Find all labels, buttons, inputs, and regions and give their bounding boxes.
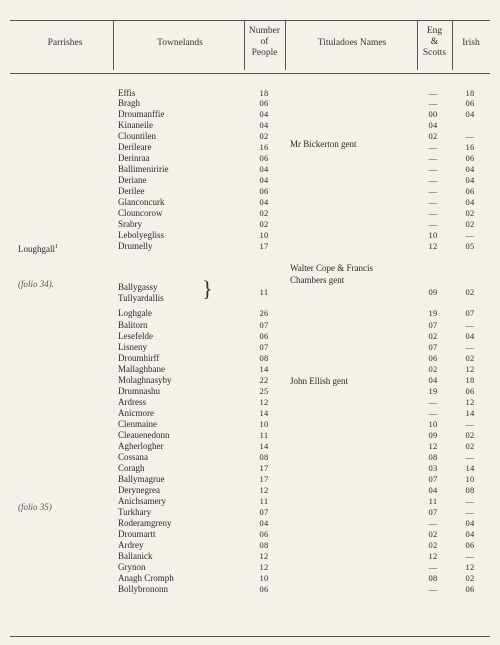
people-count: 11	[259, 287, 269, 297]
irish-count: 18	[465, 375, 475, 385]
people-count: 12	[259, 397, 269, 407]
people-count: 11	[259, 430, 269, 440]
eng-scotts-count: —	[428, 562, 438, 572]
irish-count: 08	[465, 485, 475, 495]
irish-count: 06	[465, 153, 475, 163]
irish-count: 04	[465, 331, 475, 341]
header-parishes: Parrishes	[47, 38, 83, 48]
col-divider-1	[113, 20, 114, 70]
eng-scotts-count: 19	[428, 308, 438, 318]
irish-count: 12	[465, 364, 475, 374]
townland-name: Ballimeniririe	[118, 164, 169, 174]
people-count: 06	[259, 186, 269, 196]
irish-count: 07	[465, 308, 475, 318]
people-count: 06	[259, 529, 269, 539]
header-people	[244, 26, 285, 59]
people-count: 06	[259, 153, 269, 163]
townland-name: Derinraa	[118, 153, 150, 163]
people-count: 04	[259, 175, 269, 185]
townland-name: Ballanick	[118, 551, 153, 561]
townland-name: Droumartt	[118, 529, 156, 539]
townland-name: Tullyardallis	[118, 293, 164, 303]
townland-name: Kinaneile	[118, 120, 153, 130]
bottom-rule	[10, 636, 490, 637]
irish-count: 02	[465, 353, 475, 363]
eng-scotts-count: 02	[428, 131, 438, 141]
header-tituladoes: Tituladoes Names	[317, 38, 387, 48]
people-count: 06	[259, 584, 269, 594]
header-people-line2: of	[260, 37, 269, 47]
people-count: 02	[259, 208, 269, 218]
eng-scotts-count: 00	[428, 109, 438, 119]
irish-count: 18	[465, 88, 475, 98]
townland-name: Derileare	[118, 142, 152, 152]
irish-count: 14	[465, 463, 475, 473]
people-count: 07	[259, 342, 269, 352]
irish-count: —	[465, 452, 475, 462]
townland-name: Balitorn	[118, 320, 148, 330]
irish-count: 02	[465, 219, 475, 229]
eng-scotts-count: —	[428, 408, 438, 418]
eng-scotts-count: 10	[428, 230, 438, 240]
eng-scotts-count: —	[428, 584, 438, 594]
eng-scotts-count: 07	[428, 507, 438, 517]
eng-scotts-count: 10	[428, 419, 438, 429]
brace-grouping: }	[202, 276, 213, 301]
header-eng-scotts	[417, 26, 452, 59]
eng-scotts-count: 04	[428, 375, 438, 385]
folio-34: (folio 34).	[18, 279, 54, 289]
eng-scotts-count: —	[428, 142, 438, 152]
people-count: 04	[259, 197, 269, 207]
irish-count: 04	[465, 164, 475, 174]
header-people-line1: Number	[248, 26, 281, 36]
people-count: 04	[259, 518, 269, 528]
titulado-cope: Walter Cope & Francis Chambers gent	[290, 263, 374, 285]
people-count: 04	[259, 109, 269, 119]
people-count: 18	[259, 88, 269, 98]
people-count: 26	[259, 308, 269, 318]
eng-scotts-count: —	[428, 88, 438, 98]
eng-scotts-count: 07	[428, 342, 438, 352]
irish-count: 04	[465, 175, 475, 185]
irish-count: 02	[465, 573, 475, 583]
people-count: 14	[259, 408, 269, 418]
eng-scotts-count: 12	[428, 241, 438, 251]
people-count: 08	[259, 540, 269, 550]
eng-scotts-count: 19	[428, 386, 438, 396]
irish-count: 06	[465, 98, 475, 108]
parish-name: Loughgall	[18, 244, 55, 254]
townland-name: Ardrey	[118, 540, 144, 550]
eng-scotts-count: 12	[428, 551, 438, 561]
townland-name: Cossana	[118, 452, 148, 462]
irish-count: 04	[465, 529, 475, 539]
people-count: 10	[259, 419, 269, 429]
irish-count: 12	[465, 562, 475, 572]
irish-count: 02	[465, 430, 475, 440]
eng-scotts-count: 08	[428, 452, 438, 462]
people-count: 07	[259, 507, 269, 517]
townland-name: Derilee	[118, 186, 145, 196]
townland-name: Anagh Cromph	[118, 573, 174, 583]
eng-scotts-count: 09	[428, 287, 438, 297]
eng-scotts-count: —	[428, 175, 438, 185]
folio-35: (folio 35)	[18, 502, 52, 512]
people-count: 17	[259, 241, 269, 251]
townland-name: Bollybrononn	[118, 584, 169, 594]
irish-count: 12	[465, 397, 475, 407]
townland-name: Effis	[118, 88, 136, 98]
townland-name: Loghgale	[118, 308, 152, 318]
townland-name: Deriane	[118, 175, 147, 185]
townland-name: Ardress	[118, 397, 146, 407]
eng-scotts-count: —	[428, 186, 438, 196]
irish-count: —	[465, 507, 475, 517]
eng-scotts-count: 02	[428, 540, 438, 550]
eng-scotts-count: —	[428, 219, 438, 229]
irish-count: 06	[465, 540, 475, 550]
people-count: 16	[259, 142, 269, 152]
header-irish: Irish	[462, 38, 480, 48]
townland-name: Roderamgreny	[118, 518, 172, 528]
townland-name: Lebolyegliss	[118, 230, 164, 240]
irish-count: 02	[465, 287, 475, 297]
townland-name: Coragh	[118, 463, 145, 473]
header-people-line3: People	[251, 48, 278, 58]
townland-name: Lesefelde	[118, 331, 153, 341]
irish-count: —	[465, 419, 475, 429]
people-count: 08	[259, 452, 269, 462]
irish-count: —	[465, 230, 475, 240]
people-count: 14	[259, 441, 269, 451]
townland-name: Clenmaine	[118, 419, 157, 429]
eng-scotts-count: 04	[428, 485, 438, 495]
people-count: 12	[259, 485, 269, 495]
eng-scotts-count: 02	[428, 364, 438, 374]
people-count: 04	[259, 164, 269, 174]
people-count: 25	[259, 386, 269, 396]
eng-scotts-count: 02	[428, 331, 438, 341]
townland-name: Cleauenedonn	[118, 430, 170, 440]
header-townlands: Townelands	[157, 38, 203, 48]
footnote-marker: 1	[55, 244, 58, 250]
people-count: 14	[259, 364, 269, 374]
people-count: 02	[259, 131, 269, 141]
townland-name: Droumanffie	[118, 109, 165, 119]
eng-scotts-count: —	[428, 518, 438, 528]
townland-name: Agherlogher	[118, 441, 164, 451]
townland-name: Anicmore	[118, 408, 154, 418]
irish-count: —	[465, 342, 475, 352]
eng-scotts-count: 12	[428, 441, 438, 451]
irish-count: 05	[465, 241, 475, 251]
parish-loughgall	[18, 242, 58, 255]
people-count: 12	[259, 551, 269, 561]
townland-name: Droumhirff	[118, 353, 160, 363]
townland-name: Srabry	[118, 219, 142, 229]
irish-count: 06	[465, 186, 475, 196]
irish-count: 04	[465, 109, 475, 119]
people-count: 10	[259, 573, 269, 583]
townland-name: Anichsamery	[118, 496, 166, 506]
townland-name: Ballygassy	[118, 282, 158, 292]
eng-scotts-count: 09	[428, 430, 438, 440]
irish-count: —	[465, 131, 475, 141]
townland-name: Turkhary	[118, 507, 152, 517]
irish-count: 06	[465, 584, 475, 594]
people-count: 02	[259, 219, 269, 229]
header-eng-line3: Scotts	[422, 48, 447, 58]
top-rule	[10, 20, 490, 21]
irish-count: 04	[465, 197, 475, 207]
irish-count: —	[465, 320, 475, 330]
titulado-ellish: John Ellish gent	[290, 376, 348, 386]
townland-name: Clouncorow	[118, 208, 163, 218]
eng-scotts-count: 07	[428, 320, 438, 330]
irish-count: —	[465, 551, 475, 561]
townland-name: Grynon	[118, 562, 146, 572]
irish-count: 14	[465, 408, 475, 418]
townland-name: Bragh	[118, 98, 140, 108]
eng-scotts-count: 06	[428, 353, 438, 363]
townland-name: Drumnashu	[118, 386, 160, 396]
townland-name: Glanconcurk	[118, 197, 165, 207]
people-count: 22	[259, 375, 269, 385]
people-count: 06	[259, 331, 269, 341]
people-count: 04	[259, 120, 269, 130]
eng-scotts-count: —	[428, 98, 438, 108]
people-count: 06	[259, 98, 269, 108]
eng-scotts-count: 02	[428, 529, 438, 539]
townland-name: Derynegrea	[118, 485, 160, 495]
eng-scotts-count: 03	[428, 463, 438, 473]
eng-scotts-count: —	[428, 397, 438, 407]
irish-count: 10	[465, 474, 475, 484]
irish-count: 16	[465, 142, 475, 152]
people-count: 17	[259, 463, 269, 473]
people-count: 07	[259, 320, 269, 330]
eng-scotts-count: 04	[428, 120, 438, 130]
people-count: 17	[259, 474, 269, 484]
eng-scotts-count: 11	[428, 496, 438, 506]
townland-name: Ballymagrue	[118, 474, 165, 484]
people-count: 12	[259, 562, 269, 572]
irish-count: 04	[465, 518, 475, 528]
eng-scotts-count: —	[428, 164, 438, 174]
col-divider-3	[285, 20, 286, 70]
eng-scotts-count: —	[428, 208, 438, 218]
header-eng-line2: &	[430, 37, 439, 47]
irish-count: —	[465, 496, 475, 506]
header-eng-line1: Eng	[426, 26, 443, 36]
titulado-bickerton: Mr Bickerton gent	[290, 139, 357, 149]
irish-count: 06	[465, 386, 475, 396]
eng-scotts-count: —	[428, 153, 438, 163]
eng-scotts-count: 07	[428, 474, 438, 484]
header-rule	[10, 73, 490, 74]
townland-name: Clountilen	[118, 131, 156, 141]
eng-scotts-count: —	[428, 197, 438, 207]
irish-count: 02	[465, 441, 475, 451]
townland-name: Mallaghbane	[118, 364, 165, 374]
townland-name: Drumelly	[118, 241, 153, 251]
eng-scotts-count: 08	[428, 573, 438, 583]
townland-name: Lisneny	[118, 342, 147, 352]
townland-name: Molaghnasyby	[118, 375, 172, 385]
people-count: 11	[259, 496, 269, 506]
irish-count: 02	[465, 208, 475, 218]
people-count: 08	[259, 353, 269, 363]
people-count: 10	[259, 230, 269, 240]
